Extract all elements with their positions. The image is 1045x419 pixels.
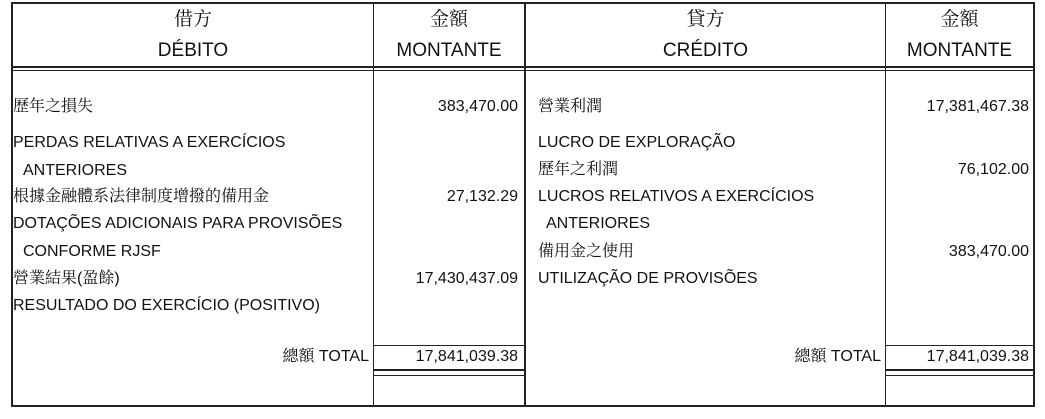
debit-total-rule-top — [374, 345, 524, 346]
credit-row-label: UTILIZAÇÃO DE PROVISÕES — [538, 270, 758, 287]
debit-total-rule-bottom-2 — [374, 375, 524, 376]
credit-row-label: 備用金之使用 — [538, 243, 635, 260]
debit-row-amount: 27,132.29 — [446, 188, 518, 205]
credit-header-pt: CRÉDITO — [662, 40, 749, 61]
debit-total-rule-bottom — [374, 369, 524, 371]
debit-row-label: 營業結果(盈餘) — [13, 270, 120, 287]
debit-row-label: 根據金融體系法律制度增撥的備用金 — [13, 188, 270, 205]
debit-header-zh: 借方 — [173, 9, 212, 30]
debit-row-label: CONFORME RJSF — [23, 243, 161, 260]
credit-total-rule-bottom — [886, 369, 1033, 371]
divider-3 — [885, 2, 886, 407]
debit-row-label: RESULTADO DO EXERCÍCIO (POSITIVO) — [13, 297, 320, 314]
credit-header-zh: 貸方 — [686, 9, 725, 30]
divider-2 — [524, 2, 526, 407]
border-bottom — [11, 405, 1035, 407]
debit-amount-header-zh: 金額 — [429, 9, 468, 30]
debit-row-amount: 383,470.00 — [437, 98, 518, 115]
credit-total-amount: 17,841,039.38 — [926, 348, 1029, 365]
border-top — [11, 2, 1035, 4]
debit-row-label: PERDAS RELATIVAS A EXERCÍCIOS — [13, 134, 286, 151]
credit-row-amount: 383,470.00 — [948, 243, 1029, 260]
credit-row-amount: 17,381,467.38 — [926, 98, 1029, 115]
debit-row-label: DOTAÇÕES ADICIONAIS PARA PROVISÕES — [13, 215, 343, 232]
debit-row-label: ANTERIORES — [23, 162, 128, 179]
debit-row-amount: 17,430,437.09 — [415, 270, 518, 287]
debit-row-label: 歷年之損失 — [13, 98, 94, 115]
credit-row-label: LUCRO DE EXPLORAÇÃO — [538, 134, 736, 151]
credit-amount-header-zh: 金額 — [940, 9, 979, 30]
credit-total-rule-top — [886, 345, 1033, 346]
credit-total-label: 總額 TOTAL — [794, 348, 881, 365]
header-separator-2 — [11, 70, 1035, 71]
credit-row-label: 營業利潤 — [538, 98, 603, 115]
border-right — [1033, 2, 1035, 407]
debit-amount-header-pt: MONTANTE — [396, 40, 502, 61]
credit-row-amount: 76,102.00 — [957, 161, 1029, 178]
credit-row-label: ANTERIORES — [546, 215, 651, 232]
credit-row-label: 歷年之利潤 — [538, 161, 619, 178]
credit-amount-header-pt: MONTANTE — [906, 40, 1013, 61]
debit-total-label: 總額 TOTAL — [282, 348, 369, 365]
credit-total-rule-bottom-2 — [886, 375, 1033, 376]
header-separator — [11, 66, 1035, 68]
debit-header-pt: DÉBITO — [157, 40, 229, 61]
debit-total-amount: 17,841,039.38 — [415, 348, 518, 365]
credit-row-label: LUCROS RELATIVOS A EXERCÍCIOS — [538, 188, 815, 205]
